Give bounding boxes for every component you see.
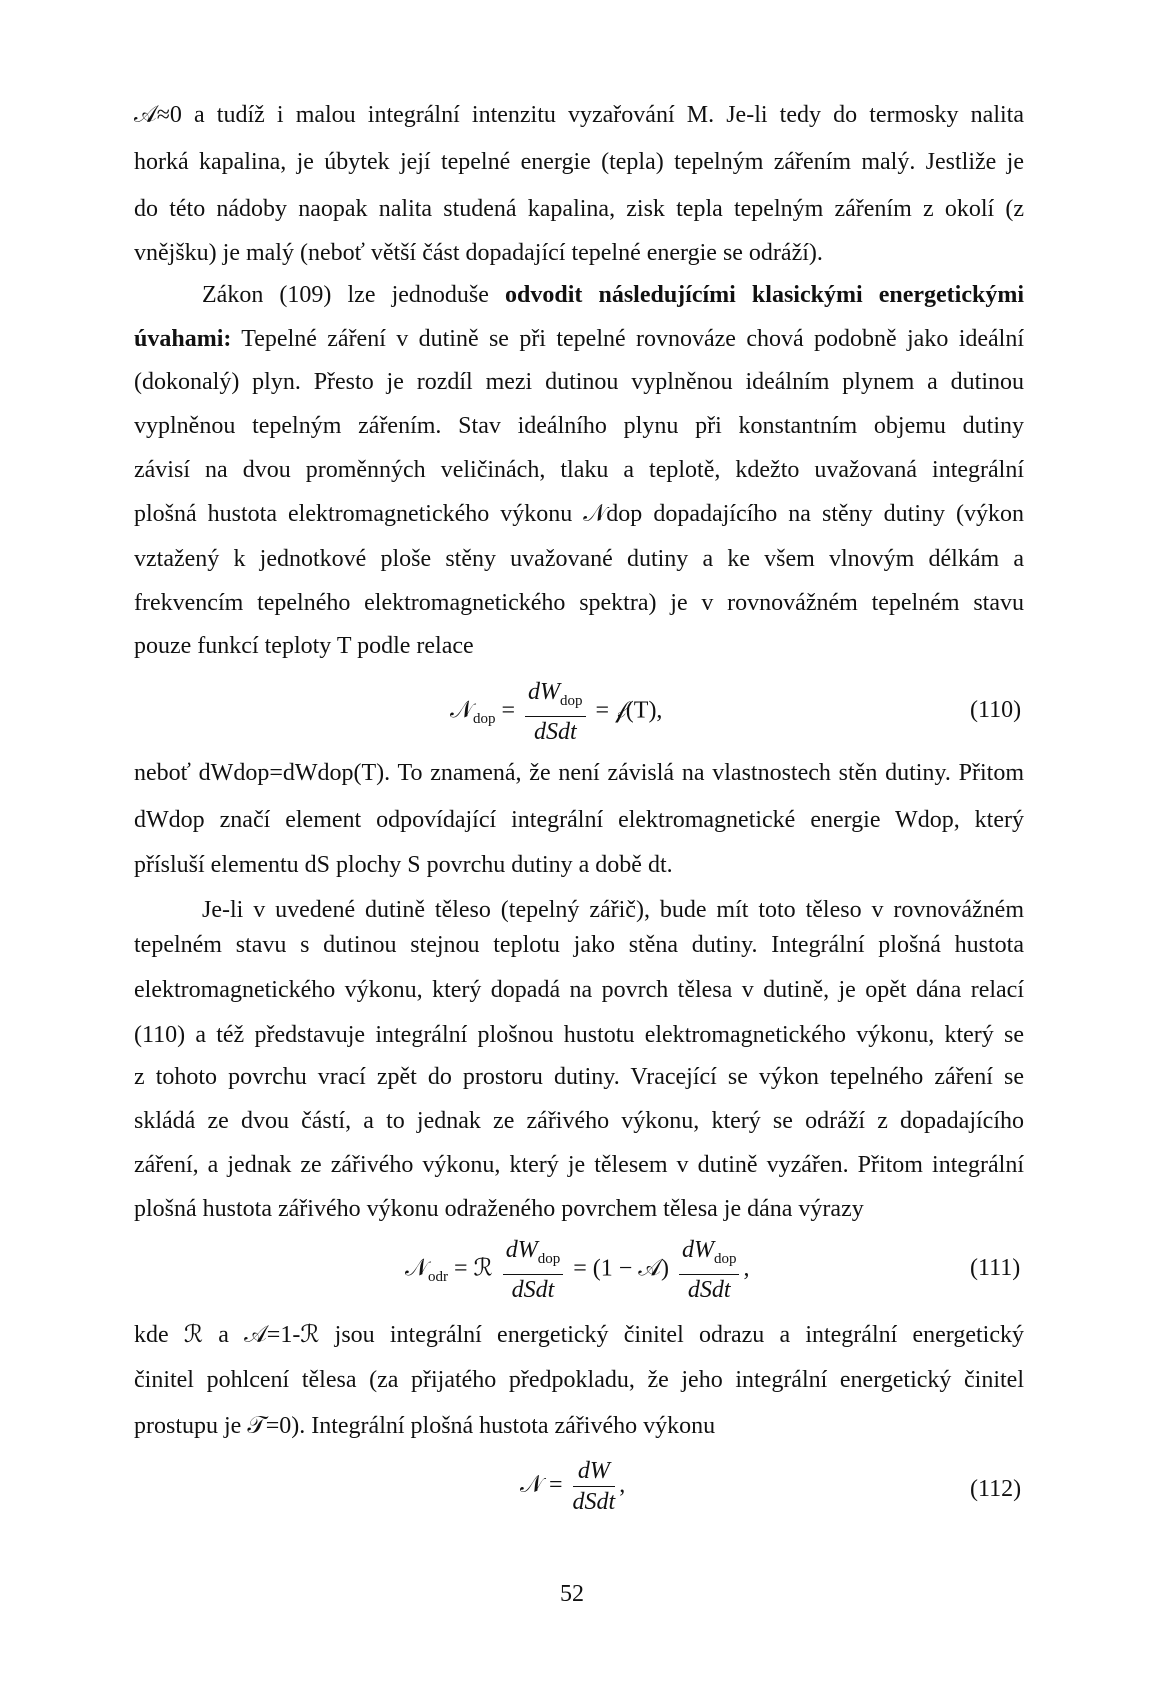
- eq-punct: ,: [743, 1255, 750, 1282]
- eq-symbol: = ℛ: [454, 1255, 493, 1282]
- bold-text: odvodit následujícími klasickými energetickými: [505, 282, 1024, 308]
- eq-symbol: 𝒩: [405, 1255, 428, 1282]
- bold-text: úvahami:: [134, 326, 232, 352]
- equation-number: (112): [970, 1476, 1022, 1502]
- eq-symbol: dW: [681, 1237, 714, 1263]
- eq-rhs: = 𝒻(T),: [595, 697, 663, 724]
- eq-subscript: dop: [537, 1250, 561, 1267]
- eq-symbol: 𝒩: [450, 697, 473, 724]
- text-line: vnějšku) je malý (neboť větší část dopadající tepelné energie se odráží).: [134, 240, 823, 266]
- text-line: kde ℛ a 𝒜=1-ℛ jsou integrální energetický činitel odrazu a integrální energetický: [134, 1322, 1024, 1348]
- text-line: závisí na dvou proměnných veličinách, tlaku a teplotě, kdežto uvažovaná integrální: [134, 457, 1024, 483]
- text-line: pouze funkcí teploty T podle relace: [134, 633, 474, 659]
- numerator: [503, 1235, 564, 1275]
- equation-111: [405, 1235, 749, 1305]
- eq-symbol: dW: [528, 679, 561, 705]
- eq-subscript: dop: [473, 711, 496, 728]
- eq-symbol: dSdt: [511, 1276, 555, 1303]
- text-line: vztažený k jednotkové ploše stěny uvažované dutiny a ke všem vlnovým délkám a: [134, 546, 1024, 572]
- fraction: [573, 1456, 616, 1517]
- text-line: dWdop značí element odpovídající integrální elektromagnetické energie Wdop, který: [134, 807, 1024, 833]
- text-line: plošná hustota elektromagnetického výkonu 𝒩dop dopadajícího na stěny dutiny (výkon: [134, 501, 1024, 527]
- numerator: [679, 1235, 740, 1275]
- eq-subscript: dop: [560, 692, 583, 709]
- eq-punct: ,: [619, 1472, 626, 1499]
- text-line: Je-li v uvedené dutině těleso (tepelný zářič), bude mít toto těleso v rovnovážném: [202, 897, 1024, 923]
- text-line: tepelném stavu s dutinou stejnou teplotu jako stěna dutiny. Integrální plošná hustota: [134, 932, 1024, 958]
- equation-number: (110): [970, 697, 1022, 723]
- text-line: přísluší elementu dS plochy S povrchu dutiny a době dt.: [134, 852, 673, 878]
- text-line: plošná hustota zářivého výkonu odraženého povrchem tělesa je dána výrazy: [134, 1196, 864, 1222]
- equation-112: [520, 1456, 625, 1517]
- fraction: [525, 677, 586, 747]
- text-line: horká kapalina, je úbytek její tepelné energie (tepla) tepelným zářením malý. Jestliže je: [134, 149, 1024, 175]
- equation-110: 𝒩$_{dop}$ = $\frac{dW_{dop}}{\text{dSdt}}$ = 𝒻(T),: [450, 679, 663, 745]
- eq-subscript: odr: [428, 1269, 448, 1286]
- text-line: [202, 280, 1024, 310]
- eq-symbol: dSdt: [572, 1489, 616, 1515]
- eq-mid: = (1 − 𝒜): [573, 1255, 669, 1282]
- numerator: [573, 1456, 616, 1487]
- text-line: [134, 324, 1024, 354]
- eq-symbol: 𝒩 =: [520, 1472, 563, 1499]
- denominator: [525, 717, 586, 747]
- text-line: (110) a též představuje integrální plošnou hustotu elektromagnetického výkonu, který se: [134, 1022, 1024, 1048]
- text-line: vyplněnou tepelným zářením. Stav ideálního plynu při konstantním objemu dutiny: [134, 413, 1024, 439]
- text-line: prostupu je 𝒯=0). Integrální plošná hustota zářivého výkonu: [134, 1413, 716, 1439]
- eq-symbol: dSdt: [533, 718, 577, 745]
- text-line: 𝒜≈0 a tudíž i malou integrální intenzitu vyzařování M. Je-li tedy do termosky nalita: [134, 102, 1024, 128]
- text-line: do této nádoby naopak nalita studená kapalina, zisk tepla tepelným zářením z okolí (z: [134, 196, 1024, 222]
- text-line: skládá ze dvou částí, a to jednak ze zářivého výkonu, který se odráží z dopadajícího: [134, 1108, 1024, 1134]
- eq-subscript: dop: [713, 1250, 737, 1267]
- denominator: [573, 1487, 616, 1517]
- text-line: frekvencím tepelného elektromagnetického spektra) je v rovnovážném tepelném stavu: [134, 590, 1024, 616]
- text-line: z tohoto povrchu vrací zpět do prostoru dutiny. Vracející se výkon tepelného záření se: [134, 1064, 1024, 1090]
- fraction: [503, 1235, 564, 1305]
- eq-symbol: dSdt: [687, 1276, 731, 1303]
- eq-symbol: dW: [505, 1237, 538, 1263]
- eq-symbol: dW: [577, 1458, 610, 1484]
- text-line: záření, a jednak ze zářivého výkonu, který je tělesem v dutině vyzářen. Přitom integrální: [134, 1152, 1024, 1178]
- text-span: Tepelné záření v dutině se při tepelné rovnováze chová podobně jako ideální: [231, 326, 1024, 352]
- text-span: Zákon (109) lze jednoduše: [202, 282, 506, 308]
- text-line: neboť dWdop=dWdop(T). To znamená, že není závislá na vlastnostech stěn dutiny. Přitom: [134, 760, 1024, 786]
- page-number: 52: [560, 1581, 584, 1607]
- equation-number: (111): [970, 1255, 1021, 1281]
- denominator: [503, 1275, 564, 1305]
- fraction: [679, 1235, 740, 1305]
- denominator: [679, 1275, 740, 1305]
- text-line: elektromagnetického výkonu, který dopadá na povrch tělesa v dutině, je opět dána relací: [134, 977, 1024, 1003]
- text-line: (dokonalý) plyn. Přesto je rozdíl mezi dutinou vyplněnou ideálním plynem a dutinou: [134, 369, 1024, 395]
- text-line: činitel pohlcení tělesa (za přijatého předpokladu, že jeho integrální energetický činitel: [134, 1367, 1024, 1393]
- numerator: [525, 677, 586, 717]
